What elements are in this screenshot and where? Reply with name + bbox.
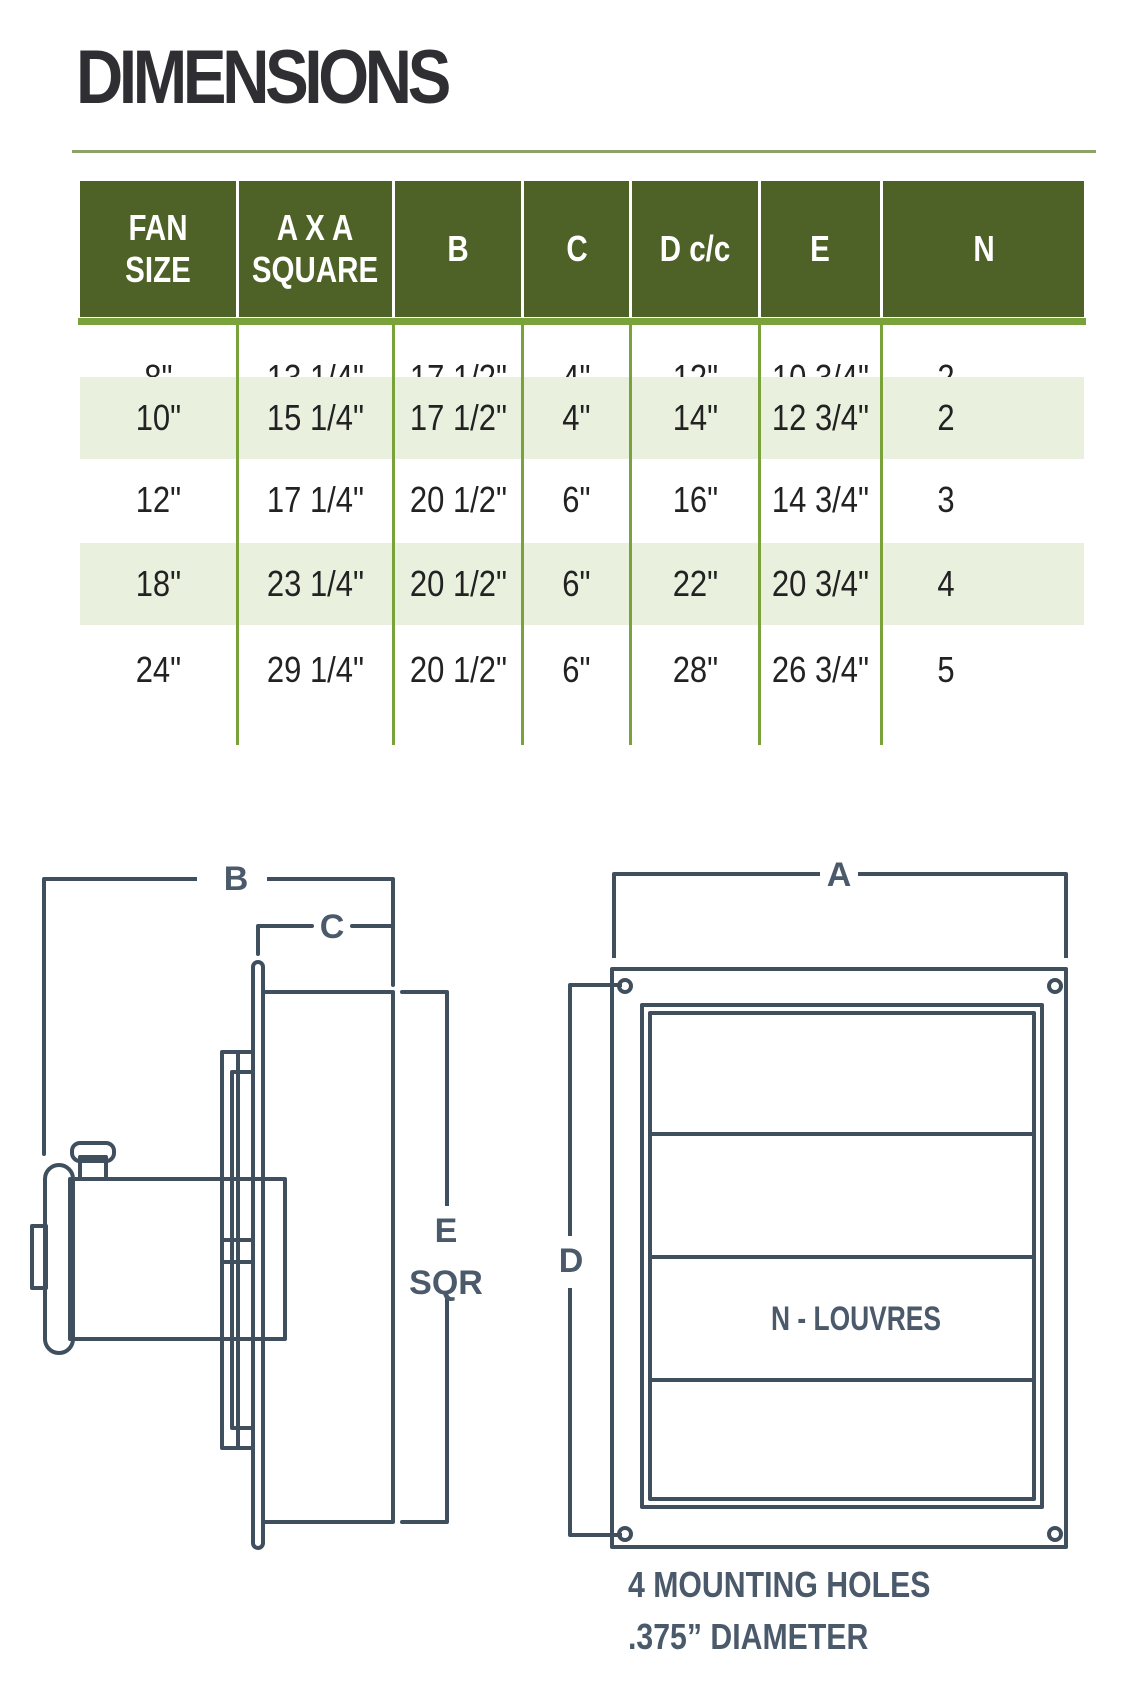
header-b: B xyxy=(447,228,469,269)
cell-fan-size: 12" xyxy=(135,479,181,520)
cell-e: 20 3/4" xyxy=(771,563,870,604)
cell-b: 20 1/2" xyxy=(409,479,507,520)
cell-b: 20 1/2" xyxy=(409,563,507,604)
side-view-diagram xyxy=(32,879,447,1548)
dimension-line-a-left xyxy=(614,874,820,958)
cell-b: 17 1/2" xyxy=(409,397,507,438)
cell-e: 12 3/4" xyxy=(771,397,870,438)
cell-fan-size: 24" xyxy=(135,649,181,690)
header-n: N xyxy=(972,228,995,269)
cell-c: 6" xyxy=(562,563,591,604)
cell-n: 2 xyxy=(937,397,956,438)
cell-d-cc: 14" xyxy=(672,397,718,438)
cell-fan-size: 18" xyxy=(135,563,181,604)
front-view-diagram xyxy=(570,874,1066,1547)
mounting-hole xyxy=(1049,980,1061,992)
cell-c: 6" xyxy=(562,649,591,690)
cell-d-cc: 22" xyxy=(672,563,718,604)
cell-n: 3 xyxy=(937,479,956,520)
cell-d-cc: 28" xyxy=(672,649,718,690)
cell-axa-square: 29 1/4" xyxy=(266,649,365,690)
mounting-hole xyxy=(619,1528,631,1540)
dimension-line-b-left xyxy=(44,879,212,1154)
header-e: E xyxy=(810,228,831,269)
header-d-cc: D c/c xyxy=(659,228,731,269)
cell-fan-size: 10" xyxy=(135,397,181,438)
cell-n: 5 xyxy=(937,649,956,690)
label-sqr: SQR xyxy=(409,1264,483,1302)
page-title: DIMENSIONS xyxy=(76,35,447,120)
cell-n: 4 xyxy=(937,563,956,604)
label-c: C xyxy=(319,908,345,946)
cell-d-cc: 16" xyxy=(672,479,718,520)
cell-axa-square: 17 1/4" xyxy=(266,479,365,520)
note-hole-diameter: .375” DIAMETER xyxy=(628,1616,869,1657)
mounting-hole xyxy=(619,980,631,992)
label-b: B xyxy=(223,860,249,898)
cell-axa-square: 15 1/4" xyxy=(266,397,365,438)
mounting-hole xyxy=(1049,1528,1061,1540)
label-e: E xyxy=(434,1212,458,1250)
note-mounting-holes: 4 MOUNTING HOLES xyxy=(628,1564,931,1605)
cell-e: 26 3/4" xyxy=(771,649,870,690)
header-axa-square: A X A SQUARE xyxy=(252,207,379,290)
cell-b: 20 1/2" xyxy=(409,649,507,690)
cell-c: 4" xyxy=(562,397,591,438)
dimension-line-c-left xyxy=(258,926,312,954)
header-fan-size: FAN SIZE xyxy=(125,207,191,290)
label-d: D xyxy=(558,1242,584,1280)
label-n-louvres: N - LOUVRES xyxy=(771,1300,941,1338)
header-c: C xyxy=(565,228,588,269)
cell-axa-square: 23 1/4" xyxy=(266,563,365,604)
fan-guard-inner xyxy=(232,1072,253,1428)
fan-housing xyxy=(263,992,393,1522)
cell-c: 6" xyxy=(562,479,591,520)
cell-e: 14 3/4" xyxy=(771,479,870,520)
dimension-line-a-right xyxy=(858,874,1066,958)
label-a: A xyxy=(826,856,852,894)
